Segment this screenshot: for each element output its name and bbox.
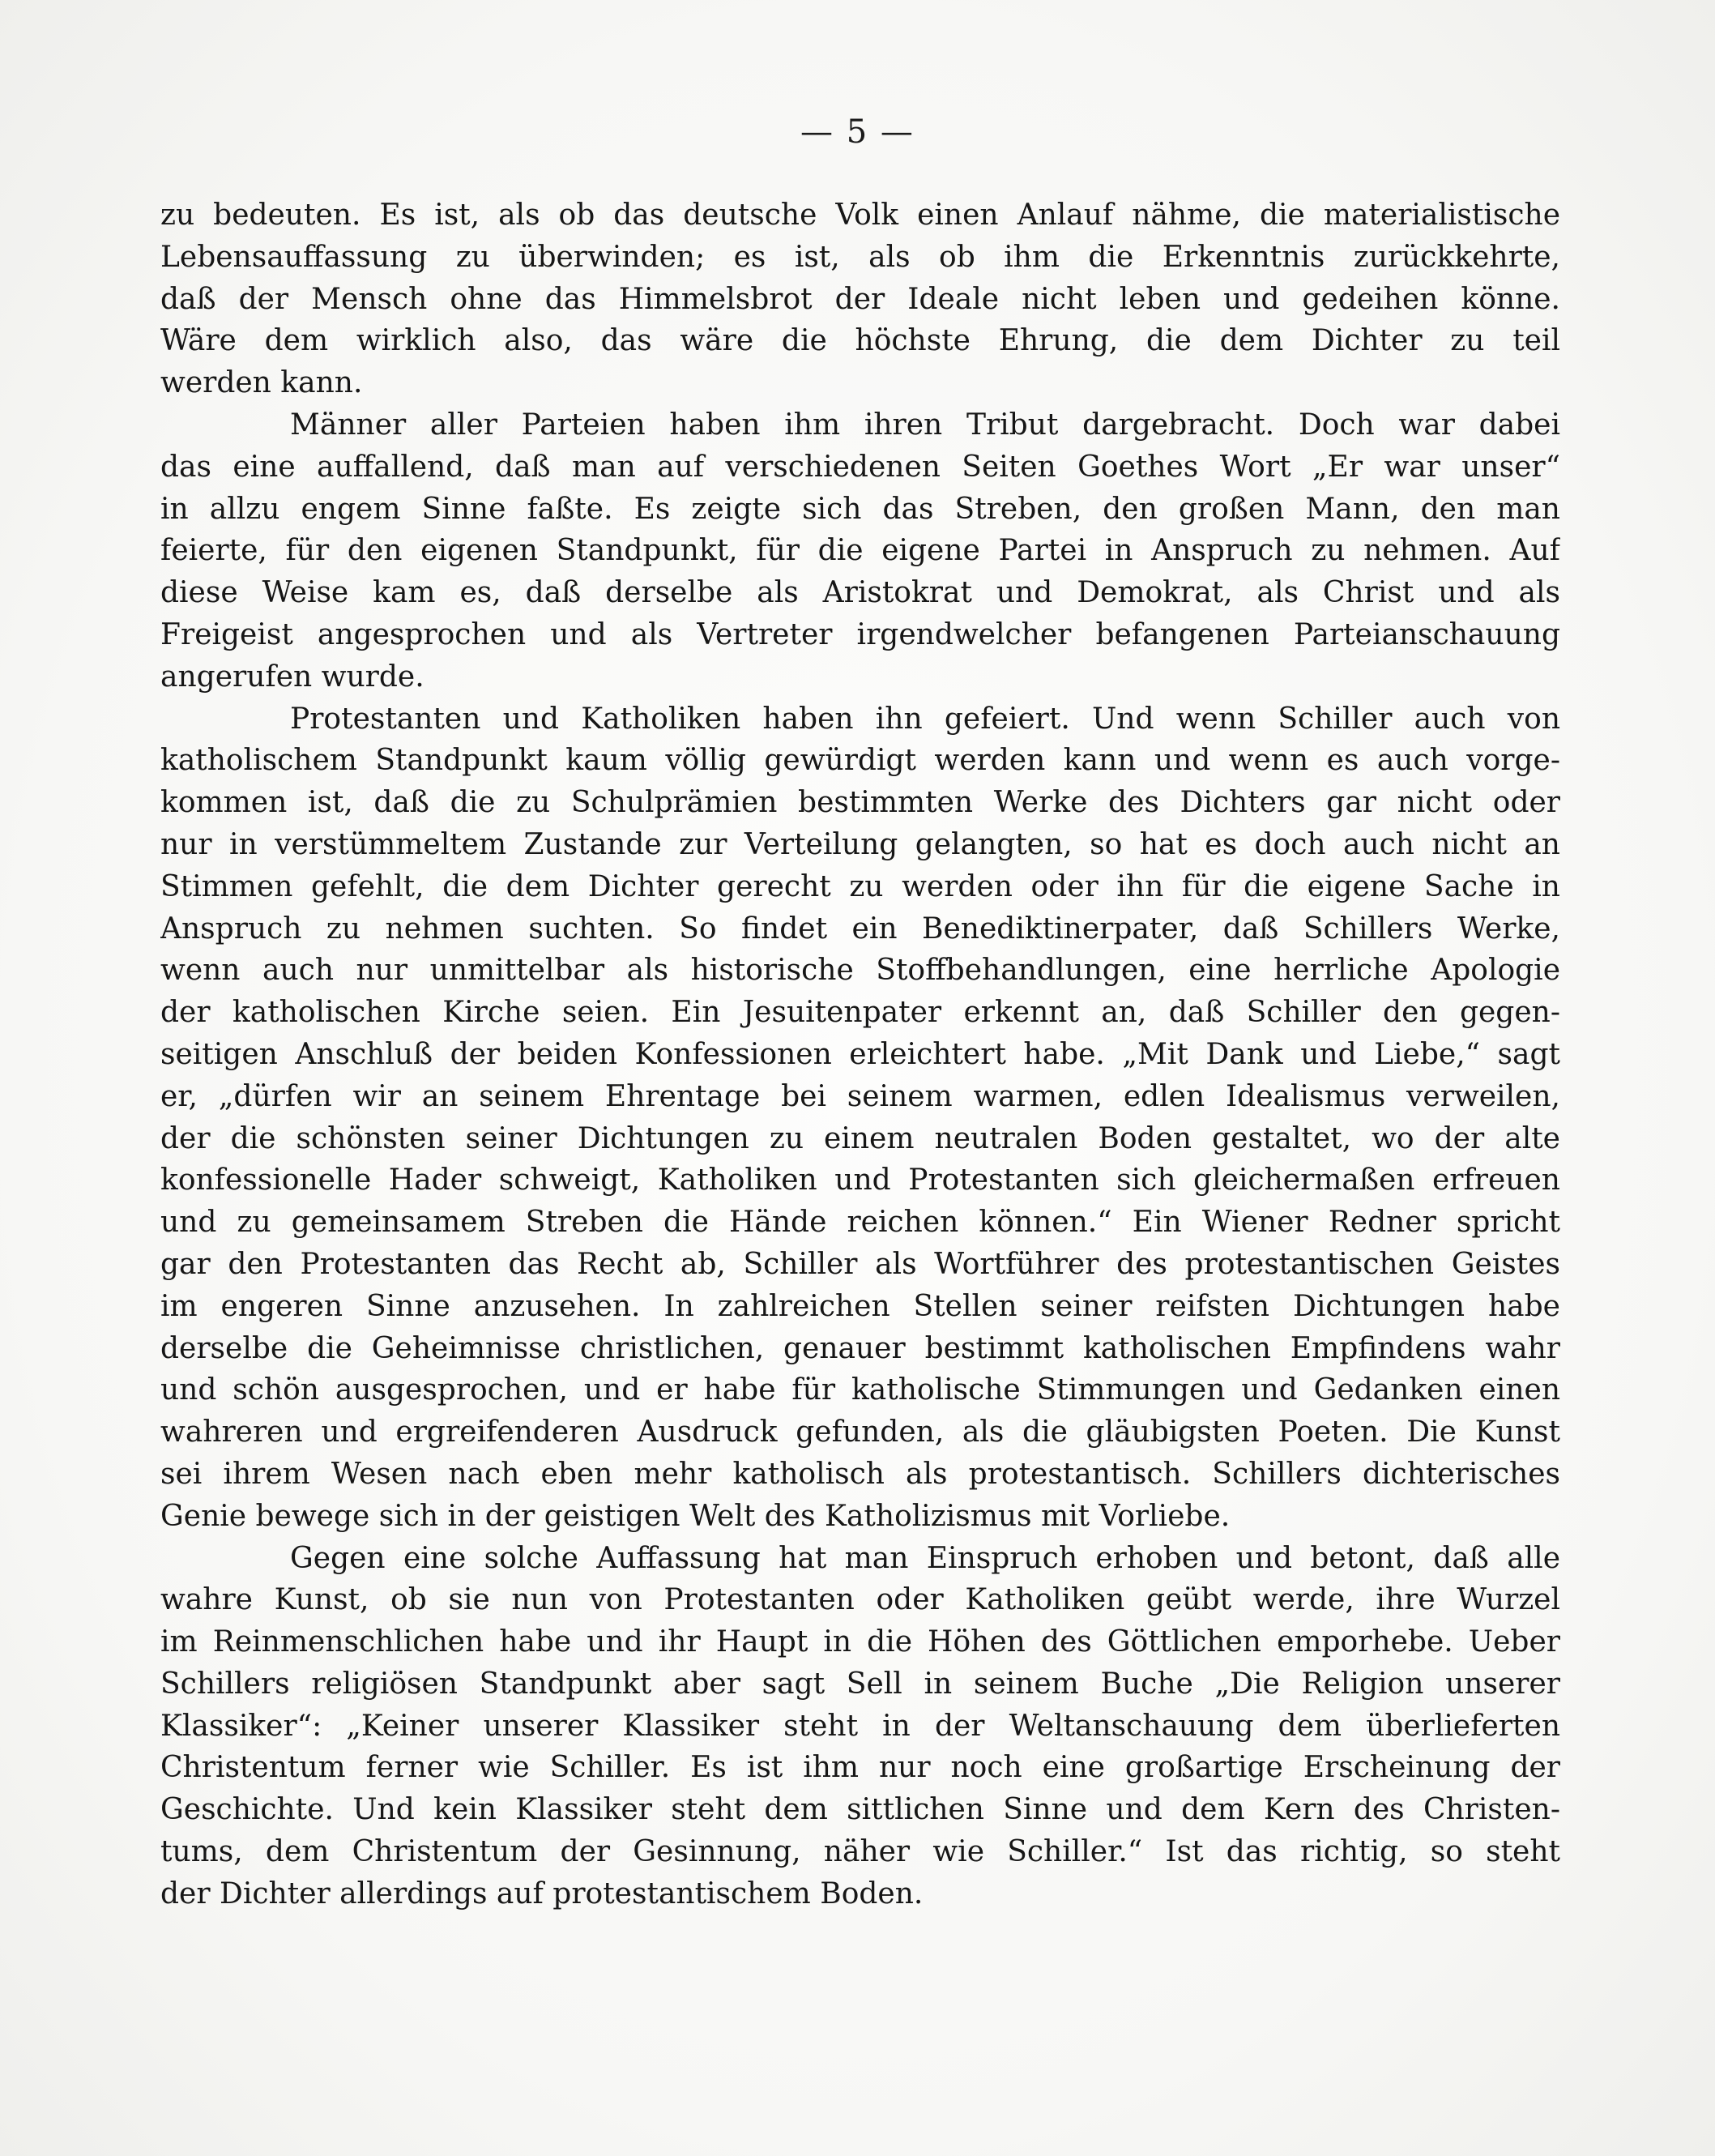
- text-line: Gegen eine solche Auffassung hat man Einspruch erhoben und betont, daß alle: [290, 1541, 1560, 1575]
- text-line: seitigen Anschluß der beiden Konfessionen erleichtert habe. „Mit Dank und Liebe,“ sagt: [160, 1037, 1560, 1071]
- text-line: Lebensauffassung zu überwinden; es ist, als ob ihm die Erkenntnis zurückkehrte,: [160, 240, 1560, 274]
- text-line: Schillers religiösen Standpunkt aber sagt Sell in seinem Buche „Die Religion unserer: [160, 1667, 1560, 1701]
- text-line: zu bedeuten. Es ist, als ob das deutsche Volk einen Anlauf nähme, die materialistische: [160, 199, 1560, 232]
- text-line: werden kann.: [160, 366, 363, 400]
- text-line: Männer aller Parteien haben ihm ihren Tribut dargebracht. Doch war dabei: [290, 408, 1560, 442]
- text-line: Freigeist angesprochen und als Vertreter irgendwelcher befangenen Parteianschauung: [160, 617, 1560, 651]
- text-line: katholischem Standpunkt kaum völlig gewürdigt werden kann und wenn es auch vorge-: [160, 744, 1560, 778]
- text-line: in allzu engem Sinne faßte. Es zeigte sich das Streben, den großen Mann, den man: [160, 492, 1560, 526]
- text-line: wahreren und ergreifenderen Ausdruck gefunden, als die gläubigsten Poeten. Die Kunst: [160, 1415, 1560, 1449]
- text-line: Stimmen gefehlt, die dem Dichter gerecht zu werden oder ihn für die eigene Sache in: [160, 869, 1560, 903]
- text-line: feierte, für den eigenen Standpunkt, für die eigene Partei in Anspruch zu nehmen. Auf: [160, 534, 1560, 568]
- text-line: und zu gemeinsamem Streben die Hände reichen können.“ Ein Wiener Redner spricht: [160, 1206, 1560, 1240]
- text-line: Christentum ferner wie Schiller. Es ist ihm nur noch eine großartige Erscheinung der: [160, 1751, 1560, 1785]
- text-line: Anspruch zu nehmen suchten. So findet ein Benediktinerpater, daß Schillers Werke,: [160, 911, 1560, 946]
- text-line: Geschichte. Und kein Klassiker steht dem sittlichen Sinne und dem Kern des Christen-: [160, 1793, 1560, 1827]
- text-line: tums, dem Christentum der Gesinnung, näher wie Schiller.“ Ist das richtig, so steht: [160, 1835, 1560, 1869]
- text-line: gar den Protestanten das Recht ab, Schiller als Wortführer des protestantischen Geistes: [160, 1247, 1560, 1281]
- text-line: angerufen wurde.: [160, 660, 424, 694]
- text-line: der katholischen Kirche seien. Ein Jesuitenpater erkennt an, daß Schiller den gegen-: [160, 996, 1560, 1030]
- page-number: — 5 —: [800, 113, 915, 151]
- text-line: wahre Kunst, ob sie nun von Protestanten oder Katholiken geübt werde, ihre Wurzel: [160, 1583, 1560, 1617]
- text-line: Protestanten und Katholiken haben ihn gefeiert. Und wenn Schiller auch von: [290, 702, 1560, 736]
- text-line: nur in verstümmeltem Zustande zur Verteilung gelangten, so hat es doch auch nicht an: [160, 827, 1560, 861]
- text-line: das eine auffallend, daß man auf verschiedenen Seiten Goethes Wort „Er war unser“: [160, 450, 1560, 484]
- text-line: Klassiker“: „Keiner unserer Klassiker steht in der Weltanschauung dem überlieferten: [160, 1709, 1560, 1743]
- body-text: [160, 194, 1560, 1915]
- text-line: er, „dürfen wir an seinem Ehrentage bei seinem warmen, edlen Idealismus verweilen,: [160, 1079, 1560, 1113]
- text-line: im engeren Sinne anzusehen. In zahlreichen Stellen seiner reifsten Dichtungen habe: [160, 1289, 1560, 1323]
- text-line: daß der Mensch ohne das Himmelsbrot der Ideale nicht leben und gedeihen könne.: [160, 282, 1560, 316]
- text-line: der Dichter allerdings auf protestantischem Boden.: [160, 1876, 924, 1911]
- text-line: kommen ist, daß die zu Schulprämien bestimmten Werke des Dichters gar nicht oder: [160, 786, 1560, 820]
- text-line: derselbe die Geheimnisse christlichen, genauer bestimmt katholischen Empfindens wahr: [160, 1331, 1560, 1365]
- text-line: der die schönsten seiner Dichtungen zu einem neutralen Boden gestaltet, wo der alte: [160, 1121, 1560, 1155]
- text-line: und schön ausgesprochen, und er habe für katholische Stimmungen und Gedanken einen: [160, 1373, 1560, 1407]
- text-line: diese Weise kam es, daß derselbe als Aristokrat und Demokrat, als Christ und als: [160, 576, 1560, 610]
- text-line: konfessionelle Hader schweigt, Katholiken und Protestanten sich gleichermaßen erfreuen: [160, 1163, 1560, 1198]
- text-line: im Reinmenschlichen habe und ihr Haupt in die Höhen des Göttlichen emporhebe. Ueber: [160, 1625, 1560, 1659]
- text-line: wenn auch nur unmittelbar als historische Stoffbehandlungen, eine herrliche Apologie: [160, 954, 1560, 988]
- text-line: Wäre dem wirklich also, das wäre die höchste Ehrung, die dem Dichter zu teil: [160, 324, 1560, 358]
- text-line: Genie bewege sich in der geistigen Welt des Katholizismus mit Vorliebe.: [160, 1499, 1231, 1533]
- text-line: sei ihrem Wesen nach eben mehr katholisch als protestantisch. Schillers dichterisches: [160, 1457, 1560, 1491]
